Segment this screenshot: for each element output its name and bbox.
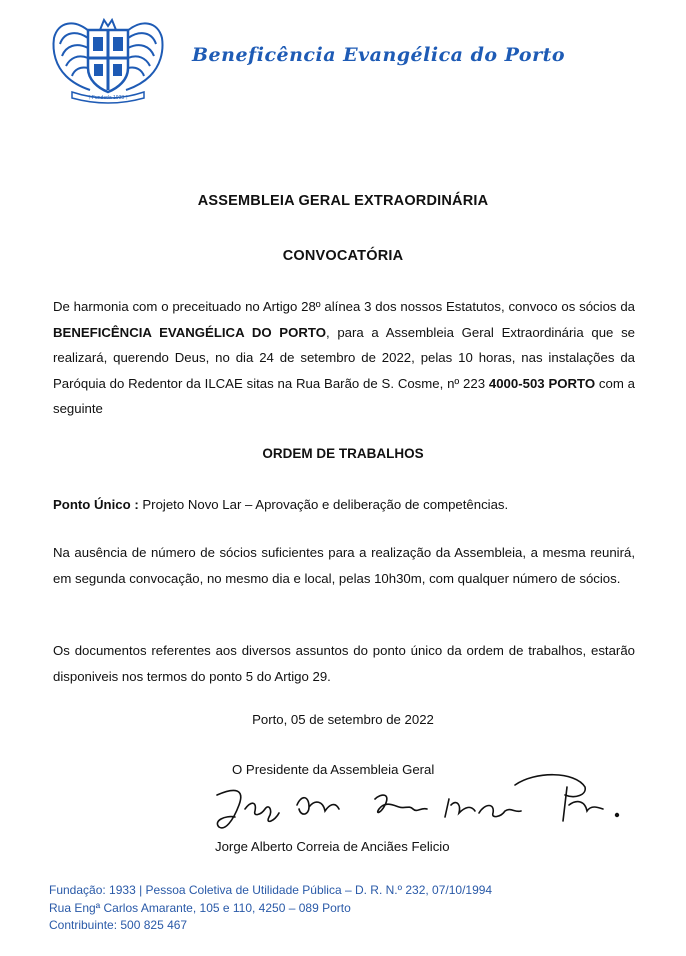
president-title: O Presidente da Assembleia Geral	[232, 762, 435, 777]
logo-ribbon-text: † Fundada 1933 †	[87, 95, 129, 101]
footer-foundation: Fundação: 1933 | Pessoa Coletiva de Utilidade Pública – D. R. N.º 232, 07/10/1994	[49, 883, 493, 897]
agenda-item-text: Projeto Novo Lar – Aprovação e deliberação de competências.	[138, 497, 509, 512]
agenda-item	[53, 492, 635, 518]
footer-taxid: Contribuinte: 500 825 467	[49, 918, 188, 932]
document-subtitle: CONVOCATÓRIA	[282, 248, 404, 264]
document-title: ASSEMBLEIA GERAL EXTRAORDINÁRIA	[197, 193, 489, 209]
footer-address: Rua Engª Carlos Amarante, 105 e 110, 4250 – 089 Porto	[49, 900, 351, 915]
intro-paragraph: De harmonia com o preceituado no Artigo 28º alínea 3 dos nossos Estatutos, convoco os sócios da BENEFICÊNCIA EVANGÉLICA DO PORTO, para a Assembleia Geral Extraordinária que se realizará, querendo Deus, no dia 24 de setembro de 2022, pelas 10 horas, nas instalações da Paróquia do Redentor da ILCAE sitas na Rua Barão de S. Cosme, nº 223 4000-503 PORTO com a seguinte	[53, 299, 636, 416]
org-name-bold: BENEFICÊNCIA EVANGÉLICA DO PORTO	[53, 324, 326, 340]
signatory-name: Jorge Alberto Correia de Anciães Felicio	[215, 839, 450, 854]
date-line: Porto, 05 de setembro de 2022	[252, 712, 434, 727]
documents-paragraph: Os documentos referentes aos diversos assuntos do ponto único da ordem de trabalhos, estarão disponiveis nos termos do ponto 5 do Artigo 29.	[53, 643, 635, 684]
footer	[49, 882, 492, 935]
postal-code-bold: 4000-503 PORTO	[488, 375, 596, 391]
handwritten-signature-icon	[205, 765, 635, 845]
absence-paragraph: Na ausência de número de sócios suficientes para a realização da Assembleia, a mesma reunirá, em segunda convocação, no mesmo dia e local, pelas 10h30m, com qualquer número de sócios.	[53, 545, 635, 586]
winged-shield-logo-icon	[50, 8, 166, 104]
organization-name: Beneficência Evangélica do Porto	[192, 44, 566, 66]
agenda-item-label: Ponto Único :	[53, 497, 139, 512]
agenda-title: ORDEM DE TRABALHOS	[262, 446, 424, 461]
